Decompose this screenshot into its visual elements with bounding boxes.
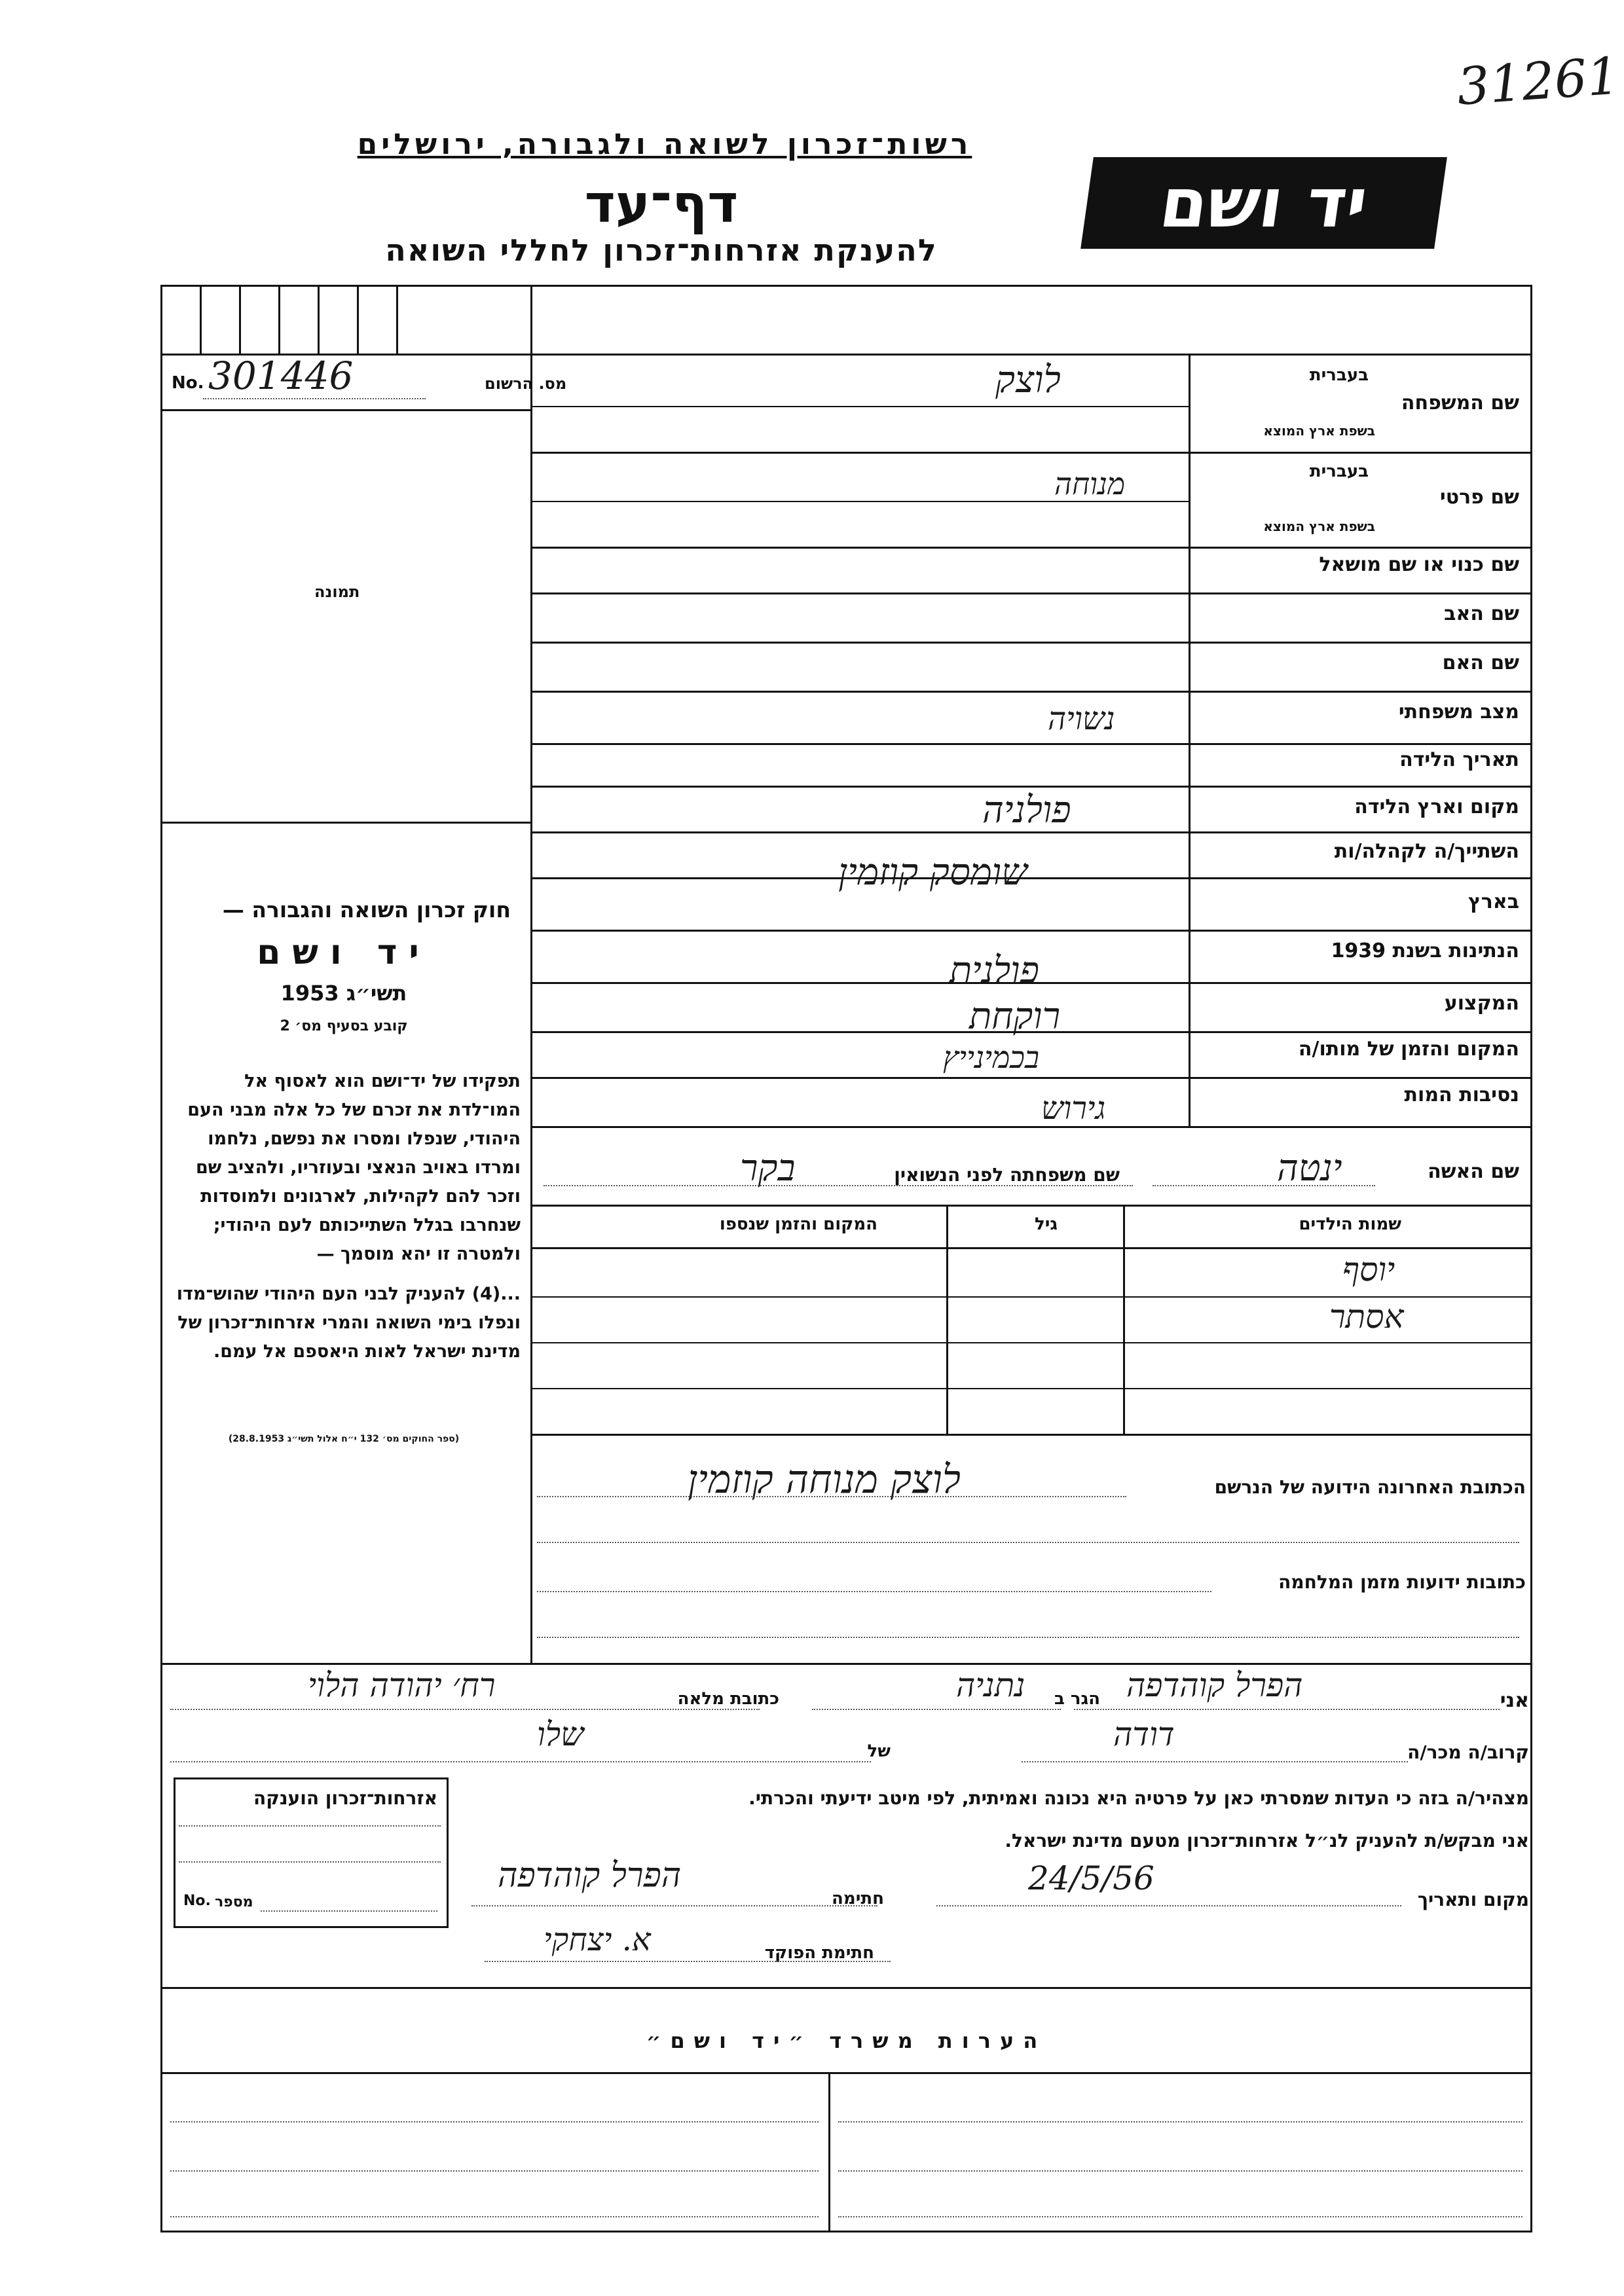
- signature-label: חתימה: [832, 1889, 884, 1908]
- country-label: בארץ: [1467, 890, 1519, 913]
- birth-date-label: תאריך הלידה: [1399, 748, 1519, 771]
- wife-maiden-label: שם משפחתה לפני הנשואין: [894, 1164, 1120, 1186]
- family-name-label: שם המשפחה: [1401, 392, 1519, 414]
- place-date-value: 24/5/56: [1028, 1859, 1154, 1897]
- community-value: שומסק קוזמין: [838, 851, 1027, 894]
- citizenship-granted-box: [174, 1777, 449, 1928]
- declarant-address-value: רח׳ יהודה הלוי: [308, 1666, 496, 1704]
- law-paragraph-1: תפקידו של יד־ושם הוא לאסוף אל המו־לדת את זכרם של כל אלה מבני העם היהודי, שנפלו ומסרו את נפשם, נלחמו ומרדו באויב הנאצי ובעוזריו, ולהציב שם וזכר להם לקהילות, לארגונים ולמוסדות שנחרבו בגלל השתייכותם לעם היהודי; ולמטרה זו יהא מוסמך —: [187, 1071, 521, 1264]
- children-names-header: שמות הילדים: [1299, 1214, 1401, 1234]
- marital-label: מצב משפחתי: [1398, 701, 1519, 723]
- death-circumstances-value: גירוש: [1041, 1090, 1106, 1127]
- nickname-label: שם כנוי או שם מושאל: [1319, 553, 1519, 576]
- declarant-resides-value: נתניה: [956, 1666, 1025, 1704]
- of-value: שלו: [537, 1715, 584, 1753]
- statement-1: מצהיר/ה בזה כי העדות שמסרתי כאן על פרטיה היא נכונה ואמיתית, לפי מיטב ידיעתי והכרתי.: [748, 1787, 1529, 1809]
- children-place-header: המקום והזמן שנספו: [719, 1214, 877, 1234]
- photo-placeholder-label: תמונה: [314, 583, 360, 601]
- statement-2: אני מבקש/ת להעניק לנ״ל אזרחות־זכרון מטעם מדינת ישראל.: [1005, 1830, 1529, 1851]
- family-name-hebrew-label: בעברית: [1309, 365, 1369, 385]
- death-place-label: המקום והזמן של מותו/ה: [1298, 1038, 1519, 1061]
- law-section: קובע בסעיף מס׳ 2: [280, 1018, 408, 1034]
- war-addresses-label: כתובות ידועות מזמן המלחמה: [1278, 1571, 1526, 1593]
- yad-vashem-logo: [1080, 157, 1447, 249]
- first-name-label: שם פרטי: [1439, 486, 1519, 509]
- place-date-label: מקום ותאריך: [1417, 1889, 1529, 1910]
- registration-number: 301446: [208, 354, 354, 398]
- wife-label: שם האשה: [1428, 1160, 1519, 1183]
- birth-place-label: מקום וארץ הלידה: [1354, 795, 1519, 818]
- death-circumstances-label: נסיבות המות: [1404, 1084, 1519, 1106]
- citizenship-1939-label: הנתינות בשנת 1939: [1331, 939, 1519, 962]
- authority-title: רשות־זכרון לשואה ולגבורה, ירושלים: [357, 128, 972, 161]
- form-subtitle: להענקת אזרחות־זכרון לחללי השואה: [385, 232, 938, 268]
- law-citation: (ספר החוקים מס׳ 132 י״ח אלול תשי״ג 28.8.1953): [228, 1434, 460, 1444]
- law-year: תשי״ג 1953: [280, 981, 407, 1006]
- citizenship-number-label: מספר: [215, 1894, 253, 1910]
- mother-label: שם האם: [1442, 651, 1519, 674]
- registration-no-label: No.: [172, 373, 204, 393]
- community-label: השתייך/ה לקהלה/ות: [1334, 840, 1519, 863]
- marital-value: נשויה: [1048, 701, 1115, 737]
- registration-label: מס. הרשום: [485, 374, 567, 393]
- declarant-address-label: כתובת מלאה: [677, 1689, 779, 1709]
- child-2-name: אסתר: [1329, 1298, 1404, 1336]
- birth-place-value: פולניה: [982, 789, 1071, 831]
- citizenship-1939-value: פולנית: [950, 949, 1039, 992]
- declarant-name-value: הפרל קוהדפה: [1126, 1666, 1303, 1704]
- citizenship-granted-title: אזרחות־זכרון הוענקה: [253, 1787, 437, 1809]
- form-title: דף־עד: [584, 173, 739, 234]
- first-name-origin-label: בשפת ארץ המוצא: [1263, 519, 1375, 534]
- law-name: יד ושם: [257, 933, 431, 972]
- last-address-label: הכתובת האחרונה הידועה של הנרשם: [1214, 1476, 1526, 1498]
- first-name-value: מנוחה: [1054, 466, 1126, 501]
- citizenship-no-label: No.: [183, 1893, 211, 1909]
- officer-signature-label: חתימת הפוקד: [764, 1943, 874, 1963]
- relative-label: קרוב/ה מכר/ה: [1407, 1741, 1529, 1763]
- father-label: שם האב: [1444, 602, 1519, 625]
- declarant-resides-label: הגר ב: [1054, 1689, 1100, 1709]
- officer-signature-value: א. יצחקי: [544, 1922, 651, 1958]
- wife-value: ינטה: [1277, 1147, 1342, 1190]
- office-notes-title: הערות משרד ״יד ושם״: [646, 2028, 1047, 2053]
- law-paragraph-2: ...(4) להעניק לבני העם היהודי שהוש־מדו ונפלו בימי השואה והמרי אזרחות־זכרון של מדינת ישראל לאות היאספם אל עמם.: [176, 1284, 521, 1362]
- law-title: חוק זכרון השואה והגבורה —: [222, 897, 511, 922]
- children-age-header: גיל: [1034, 1214, 1058, 1234]
- last-address-value: לוצק מנוחה קוזמין: [688, 1457, 961, 1503]
- profession-value: רוקחת: [969, 995, 1061, 1038]
- relative-value: דודה: [1113, 1715, 1175, 1753]
- profession-label: המקצוע: [1444, 992, 1519, 1015]
- wife-maiden-value: בקר: [740, 1147, 796, 1190]
- declarant-i-label: אני: [1500, 1689, 1529, 1712]
- family-name-origin-label: בשפת ארץ המוצא: [1263, 423, 1375, 439]
- child-1-name: יוסף: [1342, 1250, 1395, 1288]
- family-name-value: לוצק: [995, 359, 1061, 401]
- of-label: של: [867, 1741, 891, 1761]
- death-place-value: בכמינייץ: [943, 1040, 1040, 1075]
- first-name-hebrew-label: בעברית: [1309, 462, 1369, 481]
- archive-number: 31261: [1455, 46, 1621, 117]
- signature-value: הפרל קוהדפה: [498, 1856, 682, 1895]
- logo-text: יד ושם: [1154, 163, 1373, 243]
